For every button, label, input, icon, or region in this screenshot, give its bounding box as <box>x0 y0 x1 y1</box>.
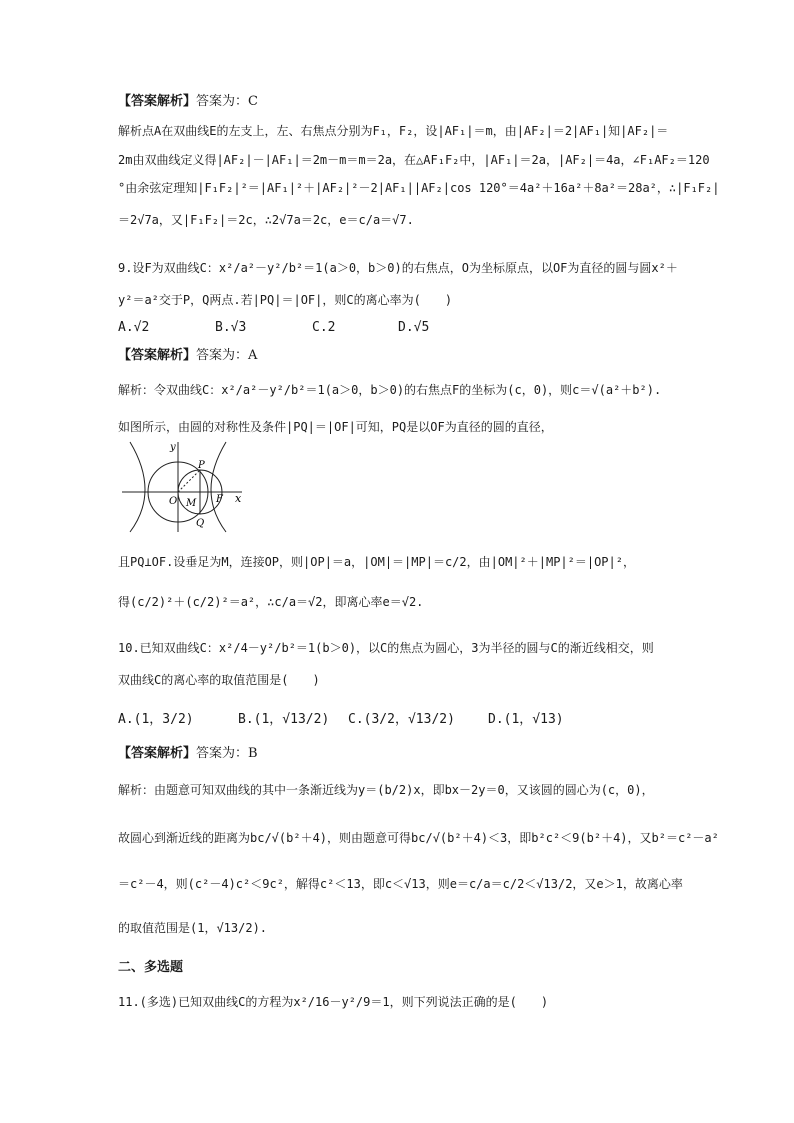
option-b: B.(1，√13/2) <box>238 712 330 727</box>
question-10-line: 10.已知双曲线C：x²/4－y²/b²＝1(b＞0)，以C的焦点为圆心，3为半径的圆与C的渐近线相交，则 <box>118 641 654 655</box>
hyperbola-left-branch <box>130 442 145 532</box>
answer-tag: 【答案解析】 <box>118 746 197 761</box>
option-a: A.(1，3/2) <box>118 712 194 727</box>
answer-heading-2 <box>118 346 257 366</box>
label-p: P <box>198 460 205 471</box>
solution-line: 如图所示，由圆的对称性及条件|PQ|＝|OF|可知，PQ是以OF为直径的圆的直径， <box>118 420 553 434</box>
question-10-line: 双曲线C的离心率的取值范围是( ) <box>118 673 320 687</box>
label-f: F <box>216 494 223 505</box>
label-x: x <box>235 492 242 505</box>
solution-line: 的取值范围是(1，√13/2). <box>118 921 268 935</box>
option-b: B.√3 <box>215 320 247 335</box>
option-c: C.2 <box>312 320 336 335</box>
option-d: D.(1，√13) <box>488 712 564 727</box>
option-a: A.√2 <box>118 320 150 335</box>
question-9-line: y²＝a²交于P，Q两点.若|PQ|＝|OF|，则C的离心率为( ) <box>118 293 453 307</box>
solution-line: ＝c²－4，则(c²－4)c²＜9c²，解得c²＜13，即c＜√13，则e＝c/a＝c/2＜√13/2，又e＞1，故离心率 <box>118 877 683 891</box>
section-title: 二、多选题 <box>118 960 184 975</box>
hyperbola-right-branch <box>211 442 226 532</box>
answer-text: 答案为：A <box>196 348 258 363</box>
label-o: O <box>169 496 178 507</box>
question-11-line: 11.(多选)已知双曲线C的方程为x²/16－y²/9＝1，则下列说法正确的是( ) <box>118 995 549 1009</box>
solution-line: 2m由双曲线定义得|AF₂|－|AF₁|＝2m－m＝m＝2a，在△AF₁F₂中，|AF₁|＝2a，|AF₂|＝4a，∠F₁AF₂＝120 <box>118 153 710 167</box>
hyperbola-circle-figure <box>120 440 260 535</box>
label-q: Q <box>196 518 205 529</box>
label-m: M <box>186 498 197 509</box>
question-9-line: 9.设F为双曲线C：x²/a²－y²/b²＝1(a＞0，b＞0)的右焦点，O为坐标原点，以OF为直径的圆与圆x²＋ <box>118 261 678 275</box>
solution-line: 解析：由题意可知双曲线的其中一条渐近线为y＝(b/2)x，即bx－2y＝0，又该圆的圆心为(c，0)， <box>118 783 654 797</box>
label-y: y <box>170 442 176 453</box>
solution-line: 解析：令双曲线C：x²/a²－y²/b²＝1(a＞0，b＞0)的右焦点F的坐标为(c，0)，则c＝√(a²＋b²). <box>118 383 662 397</box>
answer-heading-3 <box>118 744 258 764</box>
option-d: D.√5 <box>398 320 430 335</box>
answer-heading-1 <box>118 92 258 112</box>
solution-line: ＝2√7a，又|F₁F₂|＝2c，∴2√7a＝2c，e＝c/a＝√7. <box>118 213 414 227</box>
solution-line: 得(c/2)²＋(c/2)²＝a²，∴c/a＝√2，即离心率e＝√2. <box>118 595 424 609</box>
solution-line: 解析点A在双曲线E的左支上，左、右焦点分别为F₁，F₂，设|AF₁|＝m，由|AF₂|＝2|AF₁|知|AF₂|＝ <box>118 124 669 138</box>
solution-line: 且PQ⊥OF.设垂足为M，连接OP，则|OP|＝a，|OM|＝|MP|＝c/2，由|OM|²＋|MP|²＝|OP|²， <box>118 555 635 569</box>
option-c: C.(3/2，√13/2) <box>348 712 455 727</box>
answer-text: 答案为：B <box>196 746 258 761</box>
answer-tag: 【答案解析】 <box>118 94 197 109</box>
solution-line: °由余弦定理知|F₁F₂|²＝|AF₁|²＋|AF₂|²－2|AF₁||AF₂|cos 120°＝4a²＋16a²＋8a²＝28a²，∴|F₁F₂| <box>118 181 720 195</box>
answer-tag: 【答案解析】 <box>118 348 197 363</box>
answer-text: 答案为：C <box>196 94 258 109</box>
solution-line: 故圆心到渐近线的距离为bc/√(b²＋4)，则由题意可得bc/√(b²＋4)＜3，即b²c²＜9(b²＋4)，又b²＝c²－a² <box>118 831 719 845</box>
